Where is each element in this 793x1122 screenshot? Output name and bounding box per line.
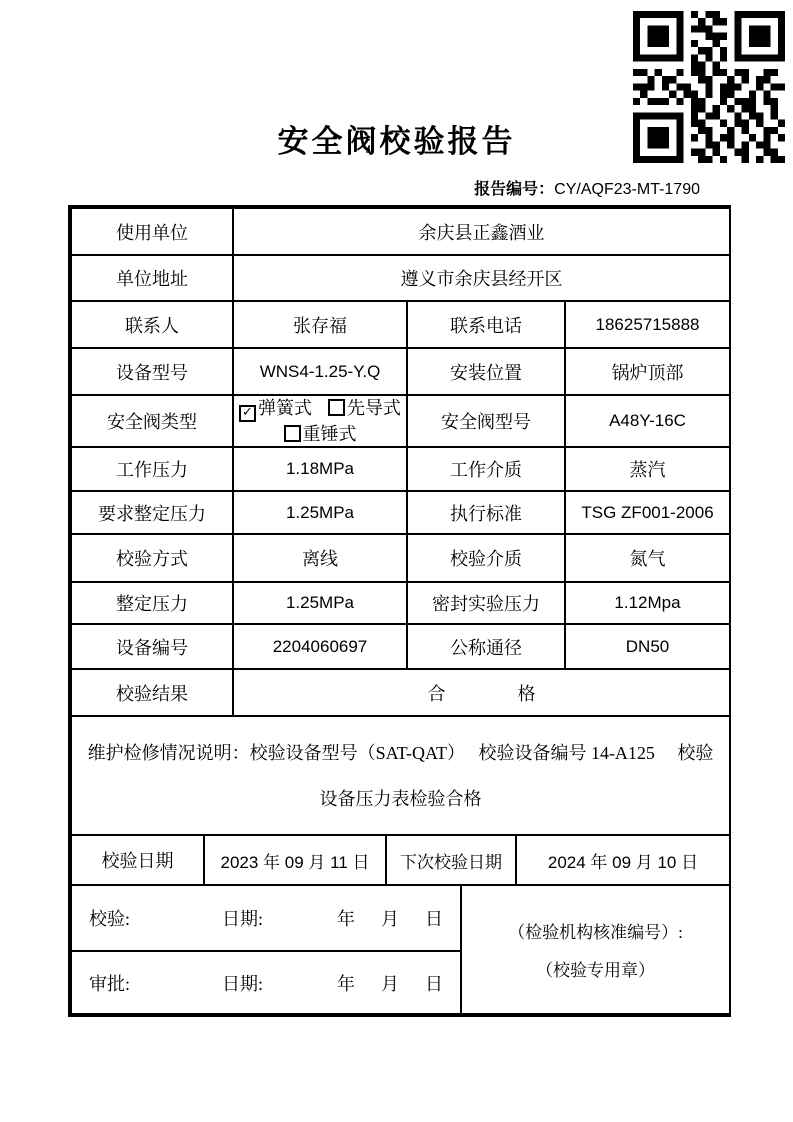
sign-date-label: 日期: [222,909,264,929]
work-medium-label-cell: 工作介质 [407,447,565,491]
report-number-value: CY/AQF23-MT-1790 [554,181,700,198]
org-code-line: （检验机构核准编号）: [508,923,683,942]
valve-type-option-weight-label: 重锤式 [302,424,357,444]
next-date-value-cell: 2024 年 09 月 10 日 [516,836,730,885]
install-label-cell: 安装位置 [407,348,565,395]
valve-model-label-cell: 安全阀型号 [407,395,565,447]
valve-type-option-spring [239,398,312,418]
device-model-label-cell: 设备型号 [71,348,233,395]
sign-calibrator-label: 校验: [88,909,130,929]
standard-value-cell: TSG ZF001-2006 [565,491,730,534]
set-pressure-label-cell: 整定压力 [71,582,233,624]
install-value-cell: 锅炉顶部 [565,348,730,395]
device-model-value-cell: WNS4-1.25-Y.Q [233,348,407,395]
sign-day-label: 日 [425,973,444,994]
calib-method-label-cell: 校验方式 [71,534,233,582]
work-pressure-value-cell: 1.18MPa [233,447,407,491]
sign-year-label: 年 [337,973,356,994]
valve-type-option-weight [284,424,357,444]
checkbox-unchecked-icon [328,399,345,416]
diameter-label-cell: 公称通径 [407,624,565,669]
set-pressure-value-cell: 1.25MPa [233,582,407,624]
device-no-label-cell: 设备编号 [71,624,233,669]
page-title: 安全阀校验报告 [277,124,516,159]
table-row [71,208,730,255]
table-row [71,395,730,447]
address-label-cell: 单位地址 [71,255,233,301]
table-row [71,716,730,835]
main-field-table [70,207,731,836]
use-unit-label-cell: 使用单位 [71,208,233,255]
req-set-pressure-value-cell: 1.25MPa [233,491,407,534]
calib-method-value-cell: 离线 [233,534,407,582]
checkbox-checked-icon: ✓ [239,405,256,422]
next-date-label-cell: 下次校验日期 [386,836,516,885]
report-number-label: 报告编号： [474,181,555,198]
table-row [71,886,730,951]
sign-date-label: 日期: [222,973,264,994]
phone-value-cell: 18625715888 [565,301,730,348]
result-value-cell: 合 格 [233,669,730,716]
maintenance-note-line2: 设备压力表检验合格 [319,788,482,809]
valve-type-option-pilot [328,398,401,418]
maintenance-note-line1: 维护检修情况说明：校验设备型号（SAT-QAT） 校验设备编号 14-A125 校验 [87,742,714,763]
address-value-cell: 遵义市余庆县经开区 [233,255,730,301]
device-no-value-cell: 2204060697 [233,624,407,669]
seal-pressure-value-cell: 1.12Mpa [565,582,730,624]
valve-type-option-spring-label: 弹簧式 [258,398,312,418]
sign-year-label: 年 [337,909,356,929]
date-row-table [70,836,731,886]
sign-day-label: 日 [425,909,444,929]
valve-type-line1 [234,396,406,422]
table-row [71,669,730,716]
sign-month-label: 月 [381,973,400,994]
stamp-cell [461,886,730,1014]
calib-medium-value-cell: 氮气 [565,534,730,582]
work-medium-value-cell: 蒸汽 [565,447,730,491]
req-set-pressure-label-cell: 要求整定压力 [71,491,233,534]
table-row [71,582,730,624]
standard-label-cell: 执行标准 [407,491,565,534]
table-row [71,447,730,491]
calib-date-value-cell: 2023 年 09 月 11 日 [204,836,386,885]
phone-label-cell: 联系电话 [407,301,565,348]
contact-value-cell: 张存福 [233,301,407,348]
diameter-value-cell: DN50 [565,624,730,669]
signature-table [70,886,731,1015]
maintenance-note-cell [71,716,730,835]
contact-label-cell: 联系人 [71,301,233,348]
table-row [71,624,730,669]
report-table [68,205,731,1017]
valve-type-line2 [234,422,406,446]
table-row [71,301,730,348]
sign-calibrator-cell [71,886,461,951]
valve-model-value-cell: A48Y-16C [565,395,730,447]
work-pressure-label-cell: 工作压力 [71,447,233,491]
table-row [71,836,730,885]
seal-pressure-label-cell: 密封实验压力 [407,582,565,624]
calib-medium-label-cell: 校验介质 [407,534,565,582]
checkbox-unchecked-icon [284,425,301,442]
sign-approver-cell [71,951,461,1014]
calib-date-label-cell: 校验日期 [71,836,204,885]
table-row [71,534,730,582]
sign-approver-label: 审批: [88,973,130,994]
valve-type-label-cell: 安全阀类型 [71,395,233,447]
stamp-line: （校验专用章） [536,961,655,980]
table-row [71,348,730,395]
sign-month-label: 月 [381,909,400,929]
valve-type-option-pilot-label: 先导式 [347,398,401,418]
table-row [71,255,730,301]
valve-type-options-cell [233,395,407,447]
use-unit-value-cell: 余庆县正鑫酒业 [233,208,730,255]
report-number [474,176,700,199]
result-label-cell: 校验结果 [71,669,233,716]
table-row [71,491,730,534]
